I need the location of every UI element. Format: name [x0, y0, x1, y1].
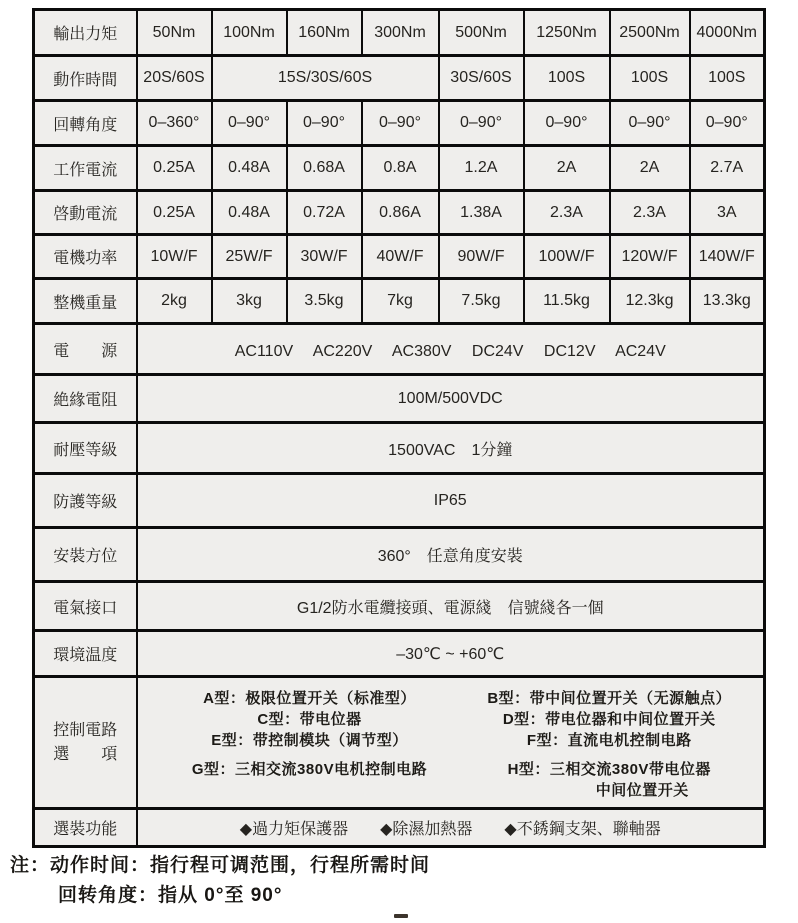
option-type-d: D型：带电位器和中间位置开关 [502, 711, 716, 728]
weight-value: 12.3kg [610, 279, 690, 324]
weight-value: 13.3kg [690, 279, 765, 324]
starting-current-value: 2.3A [524, 191, 610, 235]
action-time-value: 20S/60S [137, 56, 212, 101]
option-type-b: B型：带中间位置开关（无源触点） [487, 690, 732, 707]
motor-power-value: 10W/F [137, 235, 212, 279]
row-mounting-position [34, 528, 765, 582]
row-label-protection-class: 防護等級 [34, 474, 137, 528]
row-insulation-resistance [34, 375, 765, 423]
row-label-control-circuit-options [34, 677, 137, 809]
output-torque-value: 300Nm [362, 10, 439, 56]
weight-value: 3.5kg [287, 279, 362, 324]
rotation-angle-value: 0–360° [137, 101, 212, 146]
control-options-columns [139, 678, 763, 807]
row-label-weight: 整機重量 [34, 279, 137, 324]
row-ambient-temperature [34, 631, 765, 677]
working-current-value: 0.8A [362, 146, 439, 191]
row-power-supply [34, 324, 765, 375]
row-output-torque [34, 10, 765, 56]
output-torque-value: 4000Nm [690, 10, 765, 56]
output-torque-value: 500Nm [439, 10, 524, 56]
starting-current-value: 3A [690, 191, 765, 235]
action-time-value: 30S/60S [439, 56, 524, 101]
starting-current-value: 2.3A [610, 191, 690, 235]
rotation-angle-value: 0–90° [439, 101, 524, 146]
rotation-angle-value: 0–90° [524, 101, 610, 146]
working-current-value: 2A [610, 146, 690, 191]
weight-value: 2kg [137, 279, 212, 324]
output-torque-value: 1250Nm [524, 10, 610, 56]
working-current-value: 2.7A [690, 146, 765, 191]
mounting-position-value: 360° 任意角度安裝 [137, 528, 765, 582]
option-type-h: H型：三相交流380V带电位器 [507, 761, 711, 778]
row-label-starting-current: 啓動電流 [34, 191, 137, 235]
weight-value: 11.5kg [524, 279, 610, 324]
electrical-interface-value: G1/2防水電纜接頭、電源綫 信號綫各一個 [137, 582, 765, 631]
control-options-left-column [161, 688, 459, 780]
option-type-c: C型：带电位器 [257, 711, 362, 728]
rotation-angle-value: 0–90° [212, 101, 287, 146]
rotation-angle-value: 0–90° [287, 101, 362, 146]
row-rotation-angle [34, 101, 765, 146]
footnote [10, 851, 430, 911]
row-control-circuit-options [34, 677, 765, 809]
starting-current-value: 0.48A [212, 191, 287, 235]
rotation-angle-value: 0–90° [690, 101, 765, 146]
rotation-angle-value: 0–90° [610, 101, 690, 146]
weight-value: 7.5kg [439, 279, 524, 324]
specification-table [32, 8, 766, 848]
footnote-rotation-angle-note: 回转角度：指从 0°至 90° [58, 885, 283, 906]
rotation-angle-value: 0–90° [362, 101, 439, 146]
action-time-value: 100S [690, 56, 765, 101]
row-withstand-voltage [34, 423, 765, 474]
option-type-h-continued: 中间位置开关 [595, 782, 689, 799]
motor-power-value: 140W/F [690, 235, 765, 279]
optional-functions-value: ◆過力矩保護器 ◆除濕加熱器 ◆不銹鋼支架、聯軸器 [137, 809, 765, 847]
row-protection-class [34, 474, 765, 528]
row-optional-functions [34, 809, 765, 847]
option-type-a: A型：极限位置开关（标准型） [203, 690, 416, 707]
protection-class-value: IP65 [137, 474, 765, 528]
motor-power-value: 40W/F [362, 235, 439, 279]
motor-power-value: 25W/F [212, 235, 287, 279]
row-label-withstand-voltage: 耐壓等級 [34, 423, 137, 474]
action-time-value: 15S/30S/60S [212, 56, 439, 101]
row-motor-power [34, 235, 765, 279]
row-label-optional-functions: 選裝功能 [34, 809, 137, 847]
row-action-time [34, 56, 765, 101]
row-label-mounting-position: 安裝方位 [34, 528, 137, 582]
row-label-motor-power: 電機功率 [34, 235, 137, 279]
motor-power-value: 120W/F [610, 235, 690, 279]
action-time-value: 100S [524, 56, 610, 101]
row-label-electrical-interface: 電氣接口 [34, 582, 137, 631]
starting-current-value: 0.72A [287, 191, 362, 235]
row-starting-current [34, 191, 765, 235]
output-torque-value: 100Nm [212, 10, 287, 56]
control-label-line1: 控制電路 [53, 721, 118, 739]
starting-current-value: 0.25A [137, 191, 212, 235]
working-current-value: 2A [524, 146, 610, 191]
motor-power-value: 30W/F [287, 235, 362, 279]
footnote-action-time-note: 注：动作时间：指行程可调范围，行程所需时间 [10, 855, 431, 876]
row-label-power-supply: 電 源 [34, 324, 137, 375]
option-type-g: G型：三相交流380V电机控制电路 [191, 761, 428, 778]
control-options-right-column [459, 688, 761, 801]
row-label-action-time: 動作時間 [34, 56, 137, 101]
starting-current-value: 0.86A [362, 191, 439, 235]
control-label-line2: 選 項 [53, 745, 118, 763]
row-label-working-current: 工作電流 [34, 146, 137, 191]
row-label-rotation-angle: 回轉角度 [34, 101, 137, 146]
ambient-temperature-value: –30℃ ~ +60℃ [137, 631, 765, 677]
output-torque-value: 50Nm [137, 10, 212, 56]
row-electrical-interface [34, 582, 765, 631]
weight-value: 3kg [212, 279, 287, 324]
row-weight [34, 279, 765, 324]
option-type-e: E型：带控制模块（调节型） [211, 732, 408, 749]
power-supply-value: AC110V AC220V AC380V DC24V DC12V AC24V [137, 324, 765, 375]
output-torque-value: 160Nm [287, 10, 362, 56]
working-current-value: 0.68A [287, 146, 362, 191]
starting-current-value: 1.38A [439, 191, 524, 235]
row-label-insulation-resistance: 絶緣電阻 [34, 375, 137, 423]
row-label-output-torque: 輸出力矩 [34, 10, 137, 56]
output-torque-value: 2500Nm [610, 10, 690, 56]
row-working-current [34, 146, 765, 191]
control-circuit-options [137, 677, 765, 809]
motor-power-value: 100W/F [524, 235, 610, 279]
working-current-value: 0.48A [212, 146, 287, 191]
motor-power-value: 90W/F [439, 235, 524, 279]
working-current-value: 1.2A [439, 146, 524, 191]
option-type-f: F型：直流电机控制电路 [526, 732, 692, 749]
insulation-resistance-value: 100M/500VDC [137, 375, 765, 423]
action-time-value: 100S [610, 56, 690, 101]
weight-value: 7kg [362, 279, 439, 324]
row-label-ambient-temperature: 環境温度 [34, 631, 137, 677]
withstand-voltage-value: 1500VAC 1分鐘 [137, 423, 765, 474]
working-current-value: 0.25A [137, 146, 212, 191]
